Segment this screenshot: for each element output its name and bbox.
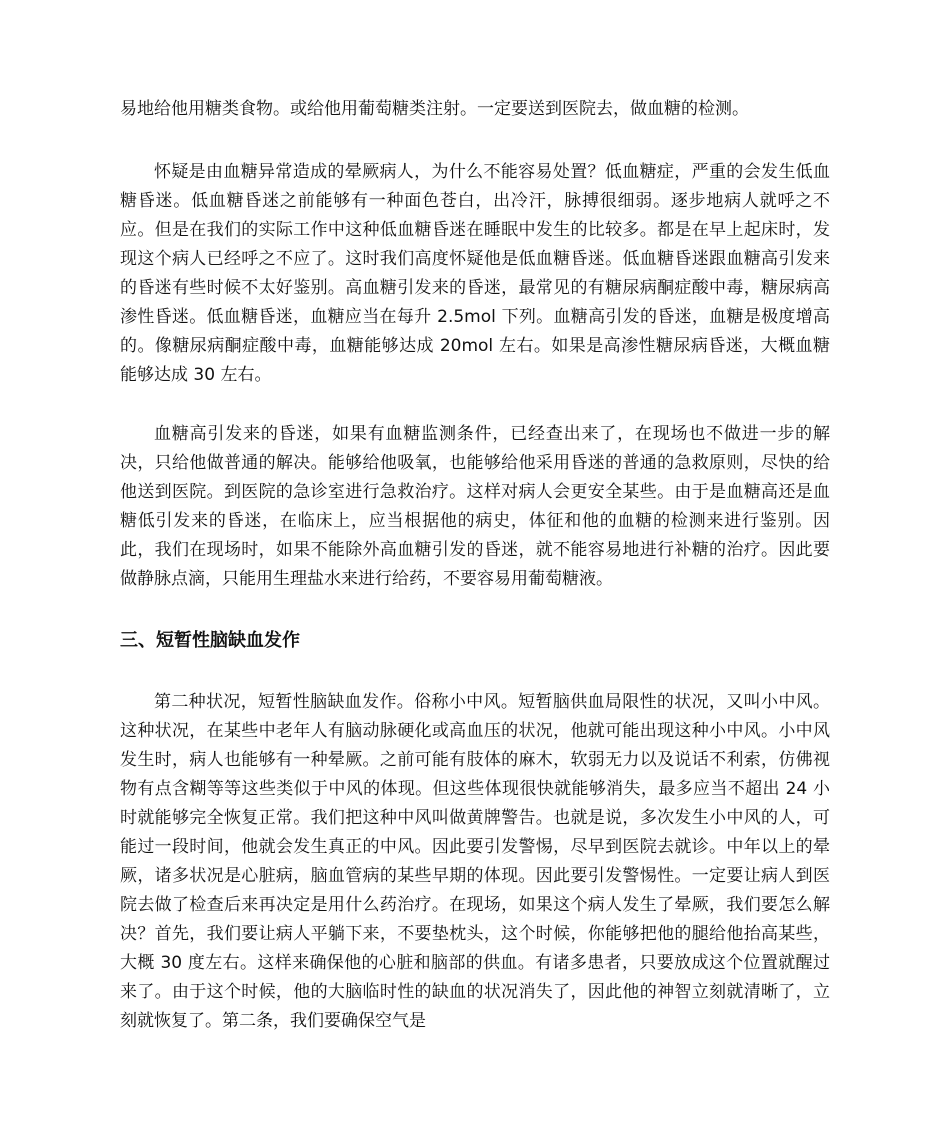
paragraph-continuation: 易地给他用糖类食物。或给他用葡萄糖类注射。一定要送到医院去，做血糖的检测。 bbox=[120, 99, 749, 119]
paragraph-hypoglycemia-coma: 怀疑是由血糖异常造成的晕厥病人，为什么不能容易处置？低血糖症，严重的会发生低血糖昏迷。低血糖昏迷之前能够有一种面色苍白，出冷汗，脉搏很细弱。逐步地病人就呼之不应。但是在我们的实际工作中这种低血糖昏迷在睡眠中发生的比较多。都是在早上起床时，发现这个病人已经呼之不应了。这时我们高度怀疑他是低血糖昏迷。低血糖昏迷跟血糖高引发来的昏迷有些时候不太好鉴别。高血糖引发来的昏迷，最常见的有糖尿病酮症酸中毒，糖尿病高渗性昏迷。低血糖昏迷，血糖应当在每升 2.5mol 下列。血糖高引发的昏迷，血糖是极度增高的。像糖尿病酮症酸中毒，血糖能够达成 20mol 左右。如果是高渗性糖尿病昏迷，大概血糖能够达成 30 左右。 bbox=[120, 162, 830, 385]
paragraph-hyperglycemia-coma: 血糖高引发来的昏迷，如果有血糖监测条件，已经查出来了，在现场也不做进一步的解决，只给他做普通的解决。能够给他吸氧，也能够给他采用昏迷的普通的急救原则，尽快的给他送到医院。到医院的急诊室进行急救治疗。这样对病人会更安全某些。由于是血糖高还是血糖低引发来的昏迷，在临床上，应当根据他的病史，体征和他的血糖的检测来进行鉴别。因此，我们在现场时，如果不能除外高血糖引发的昏迷，就不能容易地进行补糖的治疗。因此要做静脉点滴，只能用生理盐水来进行给药，不要容易用葡萄糖液。 bbox=[120, 424, 830, 589]
section-heading: 三、短暂性脑缺血发作 bbox=[120, 630, 300, 651]
paragraph-tia: 第二种状况，短暂性脑缺血发作。俗称小中风。短暂脑供血局限性的状况，又叫小中风。这种状况，在某些中老年人有脑动脉硬化或高血压的状况，他就可能出现这种小中风。小中风发生时，病人也能够有一种晕厥。之前可能有肢体的麻木，软弱无力以及说话不利索，仿佛视物有点含糊等等这些类似于中风的体现。但这些体现很快就能够消失，最多应当不超出 24 小时就能够完全恢复正常。我们把这种中风叫做黄牌警告。也就是说，多次发生小中风的人，可能过一段时间，他就会发生真正的中风。因此要引发警惕，尽早到医院去就诊。中年以上的晕厥，诸多状况是心脏病，脑血管病的某些早期的体现。因此要引发警惕性。一定要让病人到医院去做了检查后来再决定是用什么药治疗。在现场，如果这个病人发生了晕厥，我们要怎么解决？首先，我们要让病人平躺下来，不要垫枕头，这个时候，你能够把他的腿给他抬高某些，大概 30 度左右。这样来确保他的心脏和脑部的供血。有诸多患者，只要放成这个位置就醒过来了。由于这个时候，他的大脑临时性的缺血的状况消失了，因此他的神智立刻就清晰了，立刻就恢复了。第二条，我们要确保空气是 bbox=[120, 692, 830, 1031]
